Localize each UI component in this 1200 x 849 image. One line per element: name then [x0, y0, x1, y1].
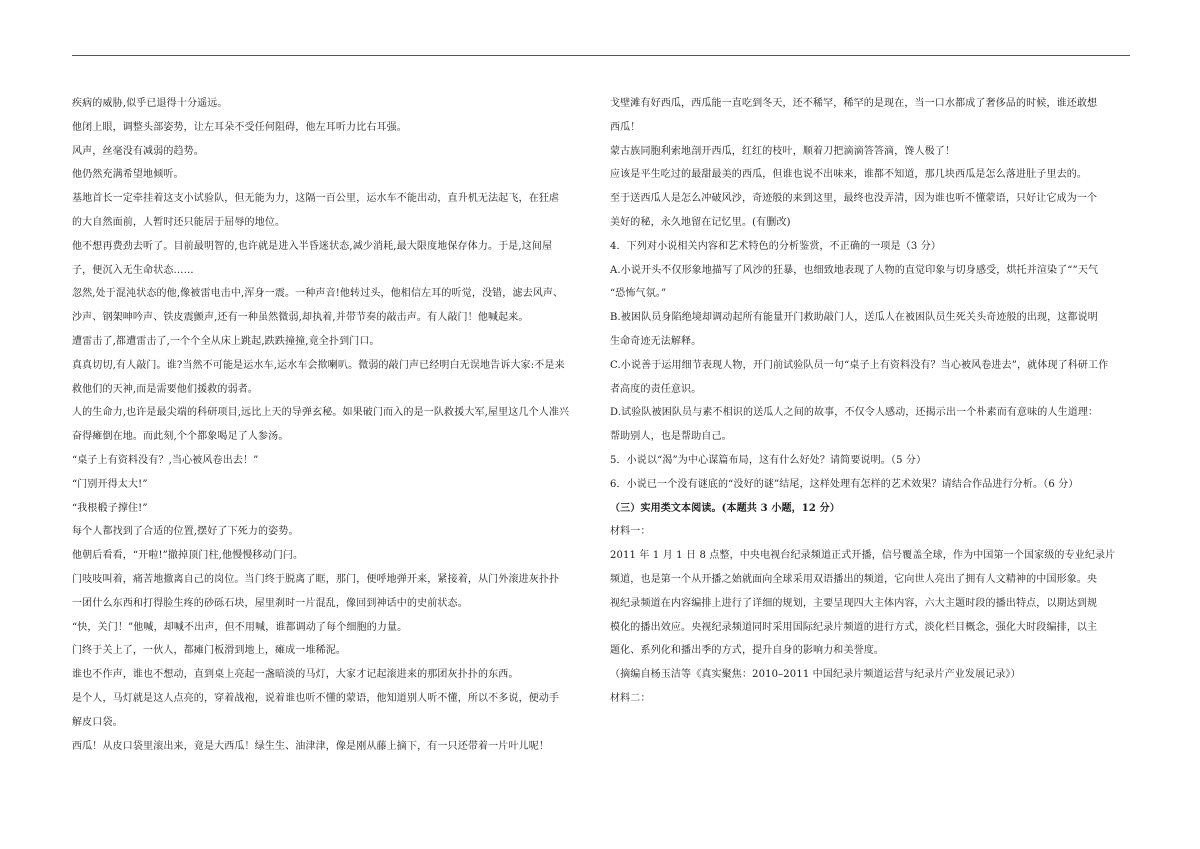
text-line: 他不想再费劲去听了。目前最明智的,也许就是进入半昏迷状态,减少消耗,最大限度地保存体力。于是,这间屋	[72, 240, 553, 252]
text-line: “门别开得太大!”	[72, 478, 148, 490]
text-line: 材料二：	[610, 692, 651, 704]
text-line: “快，关门！”他喊，却喊不出声，但不用喊，谁都调动了每个细胞的力量。	[72, 621, 408, 633]
text-line: 他闭上眼，调整头部姿势，让左耳朵不受任何阻碍，他左耳听力比右耳强。	[72, 121, 407, 133]
text-line: 5．小说以“渴”为中心谋篇布局，这有什么好处？请简要说明。（5 分）	[610, 454, 927, 466]
text-line: 基地首长一定牵挂着这支小试验队，但无能为力，这隔一百公里，运水车不能出动，直升机无法起飞，在狂虐	[72, 193, 560, 205]
text-line: 题化、系列化和播出季的方式，提升自身的影响力和美誉度。	[610, 645, 885, 657]
text-line: 一团什么东西和打得脸生疼的砂砾石块，屋里刹时一片混乱，像回到神话中的史前状态。	[72, 597, 468, 609]
text-line: 救他们的天神,而是需要他们援救的弱者。	[72, 383, 259, 395]
text-line: 4．下列对小说相关内容和艺术特色的分析鉴赏，不正确的一项是（3 分）	[610, 240, 942, 252]
text-line: 者高度的责任意识。	[610, 383, 702, 395]
left-column	[72, 92, 592, 758]
text-line: 门终于关上了，一伙人，都瘫门板滑到地上，瘫成一堆稀泥。	[72, 645, 347, 657]
text-line: 视纪录频道在内容编排上进行了详细的规划，主要呈现四大主体内容，六大主题时段的播出特点，以期达到规	[610, 597, 1098, 609]
section-heading: （三）实用类文本阅读。(本题共 3 小题，12 分）	[610, 502, 840, 514]
text-line: 美好的秘，永久地留在记忆里。(有删改)	[610, 216, 791, 228]
text-line: 沙声、钢架呻吟声、铁皮震颤声,还有一种虽然微弱,却执着,并带节奏的敲击声。有人敲门！他喊起来。	[72, 312, 529, 324]
text-line: 是个人，马灯就是这人点亮的，穿着战袍，说着谁也听不懂的蒙语，他知道别人听不懂，所以不多说，便动手	[72, 692, 560, 704]
text-line: 帮助别人，也是帮助自己。	[610, 431, 732, 443]
text-line: 模化的播出效应。央视纪录频道同时采用国际纪录片频道的进行方式，淡化栏目概念，强化大时段编排，以主	[610, 621, 1098, 633]
text-line: “我根椴子撑住!”	[72, 502, 148, 514]
text-line: 应该是平生吃过的最甜最美的西瓜，但谁也说不出味来，谁都不知道，那几块西瓜是怎么落进肚子里去的。	[610, 169, 1088, 181]
text-line: 风声，丝毫没有减弱的趋势。	[72, 145, 204, 157]
right-column	[610, 92, 1132, 711]
text-line: C.小说善于运用细节表现人物，开门前试验队员一句“桌子上有资料没有？当心被风卷进去”，就体现了科研工作	[610, 359, 1109, 371]
text-line: A.小说开头不仅形象地描写了风沙的狂暴，也细致地表现了人物的直觉印象与切身感受，烘托并渲染了“”天气	[610, 264, 1099, 276]
text-line: 人的生命力,也许是最尖端的科研项目,远比上天的导弹玄秘。如果破门而入的是一队救援大军,屋里这几个人准兴	[72, 407, 570, 419]
text-line: 门吱吱叫着，痛苦地撤离自己的岗位。当门终于脱离了眶，那门，便呼地弹开来，紧接着，从门外滚进灰扑扑	[72, 573, 560, 585]
text-line: “恐怖气氛。”	[610, 288, 667, 300]
text-line: D.试验队被困队员与素不相识的送瓜人之间的故事，不仅令人感动，还揭示出一个朴素而有意味的人生道理：	[610, 407, 1099, 419]
text-line: 子，便沉入无生命状态……	[72, 264, 194, 276]
text-line: 材料一：	[610, 526, 651, 538]
text-line: 蒙古族同胞利索地剖开西瓜，红红的枝叶，顺着刀把滴滴答答滴，馋人极了！	[610, 145, 956, 157]
text-line: 疾病的威胁,似乎已退得十分遥远。	[72, 98, 228, 109]
text-line: 6．小说已一个没有谜底的“没好的谜”结尾，这样处理有怎样的艺术效果？请结合作品进行分析。（6 分）	[610, 478, 1079, 490]
text-line: 他仍然充满希望地倾听。	[72, 169, 184, 181]
text-line: 遭雷击了,都遭雷击了,一个个全从床上跳起,跌跌撞撞,竟全扑到门口。	[72, 335, 380, 347]
text-line: 忽然,处于混沌状态的他,像被雷电击中,浑身一震。一种声音!他转过头，他相信左耳的听觉，没错，滤去风声、	[72, 288, 564, 300]
text-line: 2011 年 1 月 1 日 8 点整，中央电视台纪录频道正式开播，信号覆盖全球，作为中国第一个国家级的专业纪录片	[610, 550, 1116, 562]
text-line: B.被困队员身陷绝境却调动起所有能量开门救助敲门人，送瓜人在被困队员生死关头奇迹般的出现，这都说明	[610, 312, 1098, 324]
text-line: 生命奇迹无法解释。	[610, 335, 702, 347]
text-line: 他朝后看看，“开啦!”撤掉顶门柱,他慢慢移动门闩。	[72, 550, 304, 562]
text-line: 奋得瘫倒在地。而此刻,个个都象喝足了人参汤。	[72, 431, 289, 443]
text-line: 谁也不作声，谁也不想动，直到桌上亮起一盏暗淡的马灯，大家才记起滚进来的那团灰扑扑的东西。	[72, 669, 519, 681]
text-line: 真真切切,有人敲门。谁?当然不可能是运水车,运水车会揿喇叭。微弱的敲门声已经明白无误地告诉大家:不是来	[72, 359, 565, 371]
text-line: 戈壁滩有好西瓜，西瓜能一直吃到冬天，还不稀罕，稀罕的是现在，当一口水都成了奢侈品的时候，谁还敢想	[610, 98, 1098, 109]
text-line: （摘编自杨玉洁等《真实聚焦：2010–2011 中国纪录片频道运营与纪录片产业发展记录》）	[610, 669, 1021, 681]
text-line: 至于送西瓜人是怎么冲破风沙，奇迹般的来到这里，最终也没弄清，因为谁也听不懂蒙语，只好让它成为一个	[610, 193, 1098, 205]
text-line: 解皮口袋。	[72, 716, 123, 728]
text-line: “桌子上有资料没有？,当心被风卷出去！”	[72, 454, 259, 466]
text-line: 西瓜！	[610, 121, 641, 133]
text-line: 西瓜！从皮口袋里滚出来，竟是大西瓜！绿生生、油津津，像是刚从藤上摘下，有一只还带着一片叶儿呢！	[72, 740, 550, 752]
header-rule	[72, 55, 1130, 56]
text-line: 每个人都找到了合适的位置,摆好了下死力的姿势。	[72, 526, 299, 538]
text-line: 的大自然面前，人暂时还只能居于屈辱的地位。	[72, 216, 286, 228]
text-line: 频道，也是第一个从开播之始就面向全球采用双语播出的频道，它向世人亮出了拥有人文精神的中国形象。央	[610, 573, 1098, 585]
